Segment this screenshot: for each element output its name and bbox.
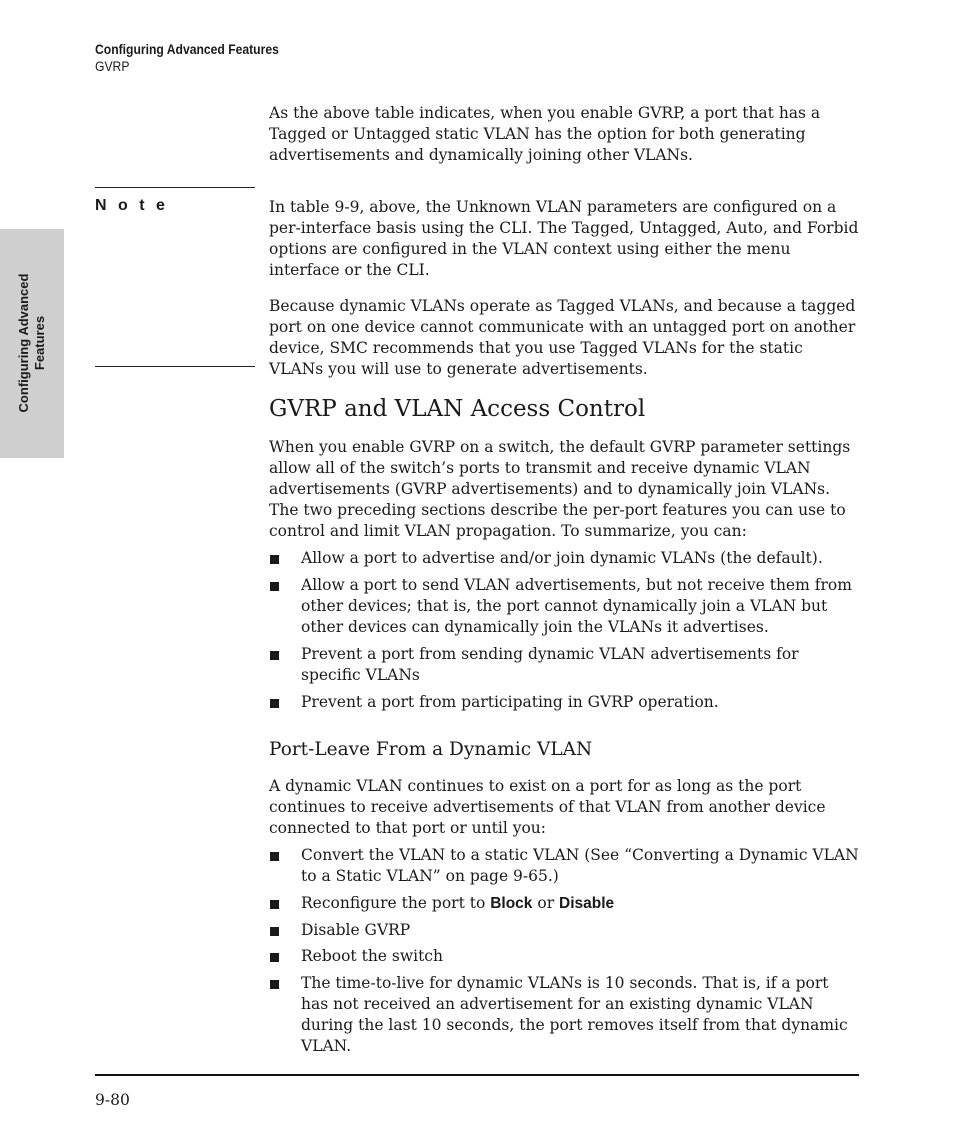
section1-body: When you enable GVRP on a switch, the default GVRP parameter settings allow all of the switch’s ports to transmit and receive dynamic VLAN advertisements (GVRP advertisements) and to dynamically join VLANs. The two preceding sections describe the per-port features you can use to control and limit VLAN propagation. To summarize, you can: <box>269 438 851 540</box>
chapter-side-tab <box>0 229 64 458</box>
list-item <box>269 893 859 914</box>
list-item: Convert the VLAN to a static VLAN (See “Converting a Dynamic VLAN to a Static VLAN” on page 9-65.) <box>269 845 859 887</box>
section1-bullet-list <box>269 548 859 713</box>
bullet-text: Reconfigure the port to <box>301 894 491 912</box>
section1-content <box>269 437 859 713</box>
block-keyword: Block <box>490 895 533 912</box>
note-paragraph-1: In table 9-9, above, the Unknown VLAN parameters are configured on a per-interface basis using the CLI. The Tagged, Untagged, Auto, and Forbid options are configured in the VLAN context using either the menu interface or the CLI. <box>269 198 859 279</box>
header-subtitle: GVRP <box>95 59 130 74</box>
header-title: Configuring Advanced Features <box>95 42 279 57</box>
section-heading-gvrp-access-control: GVRP and VLAN Access Control <box>269 396 646 422</box>
list-item: Prevent a port from sending dynamic VLAN advertisements for specific VLANs <box>269 644 859 686</box>
side-tab-line2: Features <box>32 315 47 371</box>
list-item: Prevent a port from participating in GVRP operation. <box>269 692 859 713</box>
note-top-rule <box>95 187 255 188</box>
section2-body: A dynamic VLAN continues to exist on a port for as long as the port continues to receive advertisements of that VLAN from another device connected to that port or until you: <box>269 777 826 837</box>
subheading-port-leave: Port-Leave From a Dynamic VLAN <box>269 739 593 760</box>
intro-text: As the above table indicates, when you enable GVRP, a port that has a Tagged or Untagged static VLAN has the option for both generating advertisements and dynamically joining other VLANs. <box>269 104 821 164</box>
running-header <box>95 41 299 75</box>
page-number: 9-80 <box>95 1091 130 1109</box>
note-body <box>269 197 859 380</box>
intro-paragraph <box>269 103 859 166</box>
side-tab-label <box>16 229 48 458</box>
list-item: Reboot the switch <box>269 946 859 967</box>
note-paragraph-2: Because dynamic VLANs operate as Tagged VLANs, and because a tagged port on one device cannot communicate with an untagged port on another device, SMC recommends that you use Tagged VLANs for the static VLANs you will use to generate advertisements. <box>269 297 856 378</box>
list-item: Disable GVRP <box>269 920 859 941</box>
note-label: N o t e <box>95 197 169 214</box>
section2-content <box>269 776 859 1057</box>
list-item: Allow a port to advertise and/or join dynamic VLANs (the default). <box>269 548 859 569</box>
list-item: Allow a port to send VLAN advertisements, but not receive them from other devices; that is, the port cannot dynamically join a VLAN but other devices can dynamically join the VLANs it advertises. <box>269 575 859 638</box>
disable-keyword: Disable <box>559 895 615 912</box>
side-tab-line1: Configuring Advanced <box>16 273 31 413</box>
list-item: The time-to-live for dynamic VLANs is 10 seconds. That is, if a port has not received an advertisement for an existing dynamic VLAN during the last 10 seconds, the port removes itself from that dynamic VLAN. <box>269 973 859 1057</box>
note-bottom-rule <box>95 366 255 367</box>
section2-bullet-list <box>269 845 859 1057</box>
footer-rule <box>95 1074 859 1076</box>
bullet-text: or <box>532 894 560 912</box>
